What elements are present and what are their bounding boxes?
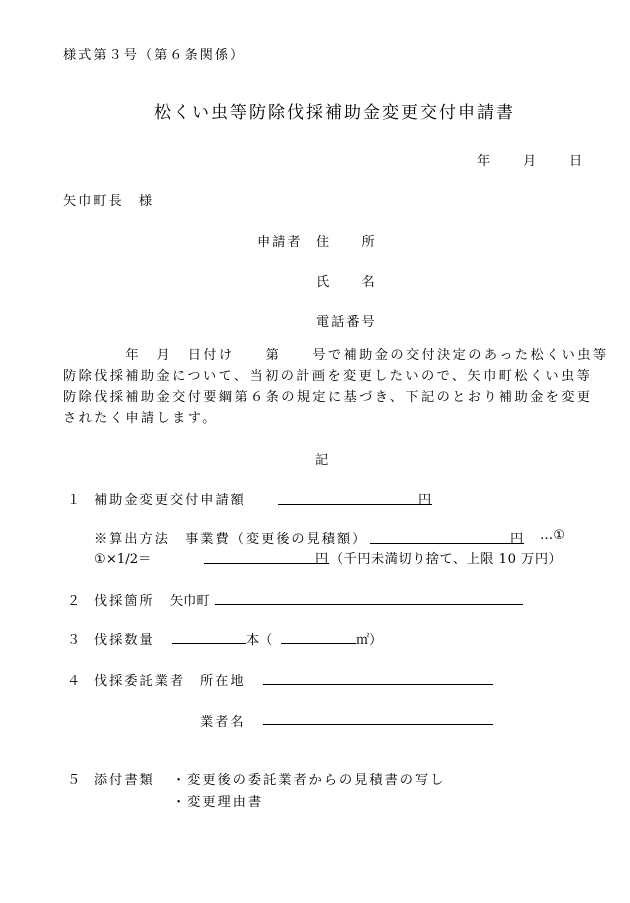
calc-note: （千円未満切り捨て、上限 10 万円） — [330, 552, 563, 567]
calc-cost-line[interactable] — [370, 543, 524, 544]
calc-result-line[interactable] — [204, 563, 329, 564]
item3-unit2: ㎡） — [356, 633, 383, 648]
item2-label: 伐採箇所 — [94, 594, 155, 609]
calc-unit: 円 — [510, 532, 524, 547]
item1-label: 補助金変更交付申請額 — [94, 493, 246, 508]
item5-label: 添付書類 — [94, 773, 155, 788]
body-line: 年 月 日付け 第 号で補助金の交付決定のあった松くい虫等 — [63, 348, 609, 363]
body-line: 防除伐採補助金について、当初の計画を変更したいので、矢巾町松くい虫等 — [63, 369, 593, 384]
item5-doc: ・変更理由書 — [172, 795, 264, 810]
item4-location-line[interactable] — [263, 684, 493, 685]
addressee: 矢巾町長 様 — [63, 194, 155, 209]
body-line: 防除伐採補助金交付要綱第６条の規定に基づき、下記のとおり補助金を変更 — [63, 390, 593, 405]
calc-unit2: 円 — [315, 552, 329, 567]
ki-heading: 記 — [315, 453, 329, 468]
item3-label: 伐採数量 — [94, 633, 155, 648]
applicant-label: 申請者 — [257, 235, 303, 250]
date-day: 日 — [569, 154, 583, 169]
name-label: 氏 名 — [316, 275, 377, 290]
item5-doc: ・変更後の委託業者からの見積書の写し — [172, 773, 446, 788]
item2-prefix: 矢巾町 — [170, 594, 210, 609]
item1-number: １ — [67, 493, 81, 508]
item2-number: ２ — [67, 594, 81, 609]
form-number: 様式第３号（第６条関係） — [63, 48, 246, 63]
item4-company-label: 業者名 — [200, 715, 246, 730]
address-label: 住 所 — [316, 235, 377, 250]
item1-unit: 円 — [418, 493, 432, 508]
calc-formula: ①×1/2＝ — [94, 552, 152, 567]
body-paragraph — [63, 345, 609, 429]
item3-area-line[interactable] — [281, 643, 356, 644]
item4-label: 伐採委託業者 — [94, 674, 186, 689]
item4-location-label: 所在地 — [200, 674, 246, 689]
item1-amount-line[interactable] — [278, 504, 432, 505]
item3-count-line[interactable] — [172, 643, 246, 644]
date-year: 年 — [477, 154, 491, 169]
item3-unit1: 本（ — [246, 633, 273, 648]
calc-label: ※算出方法 事業費（変更後の見積額） — [94, 532, 368, 547]
item5-number: ５ — [67, 773, 81, 788]
item4-number: ４ — [67, 674, 81, 689]
page-title: 松くい虫等防除伐採補助金変更交付申請書 — [154, 103, 515, 123]
item2-location-line[interactable] — [215, 604, 523, 605]
phone-label: 電話番号 — [316, 315, 377, 330]
date-month: 月 — [523, 154, 537, 169]
calc-mark: …① — [540, 528, 566, 543]
item4-company-line[interactable] — [263, 724, 493, 725]
item3-number: ３ — [67, 633, 81, 648]
body-line: されたく申請します。 — [63, 411, 218, 426]
